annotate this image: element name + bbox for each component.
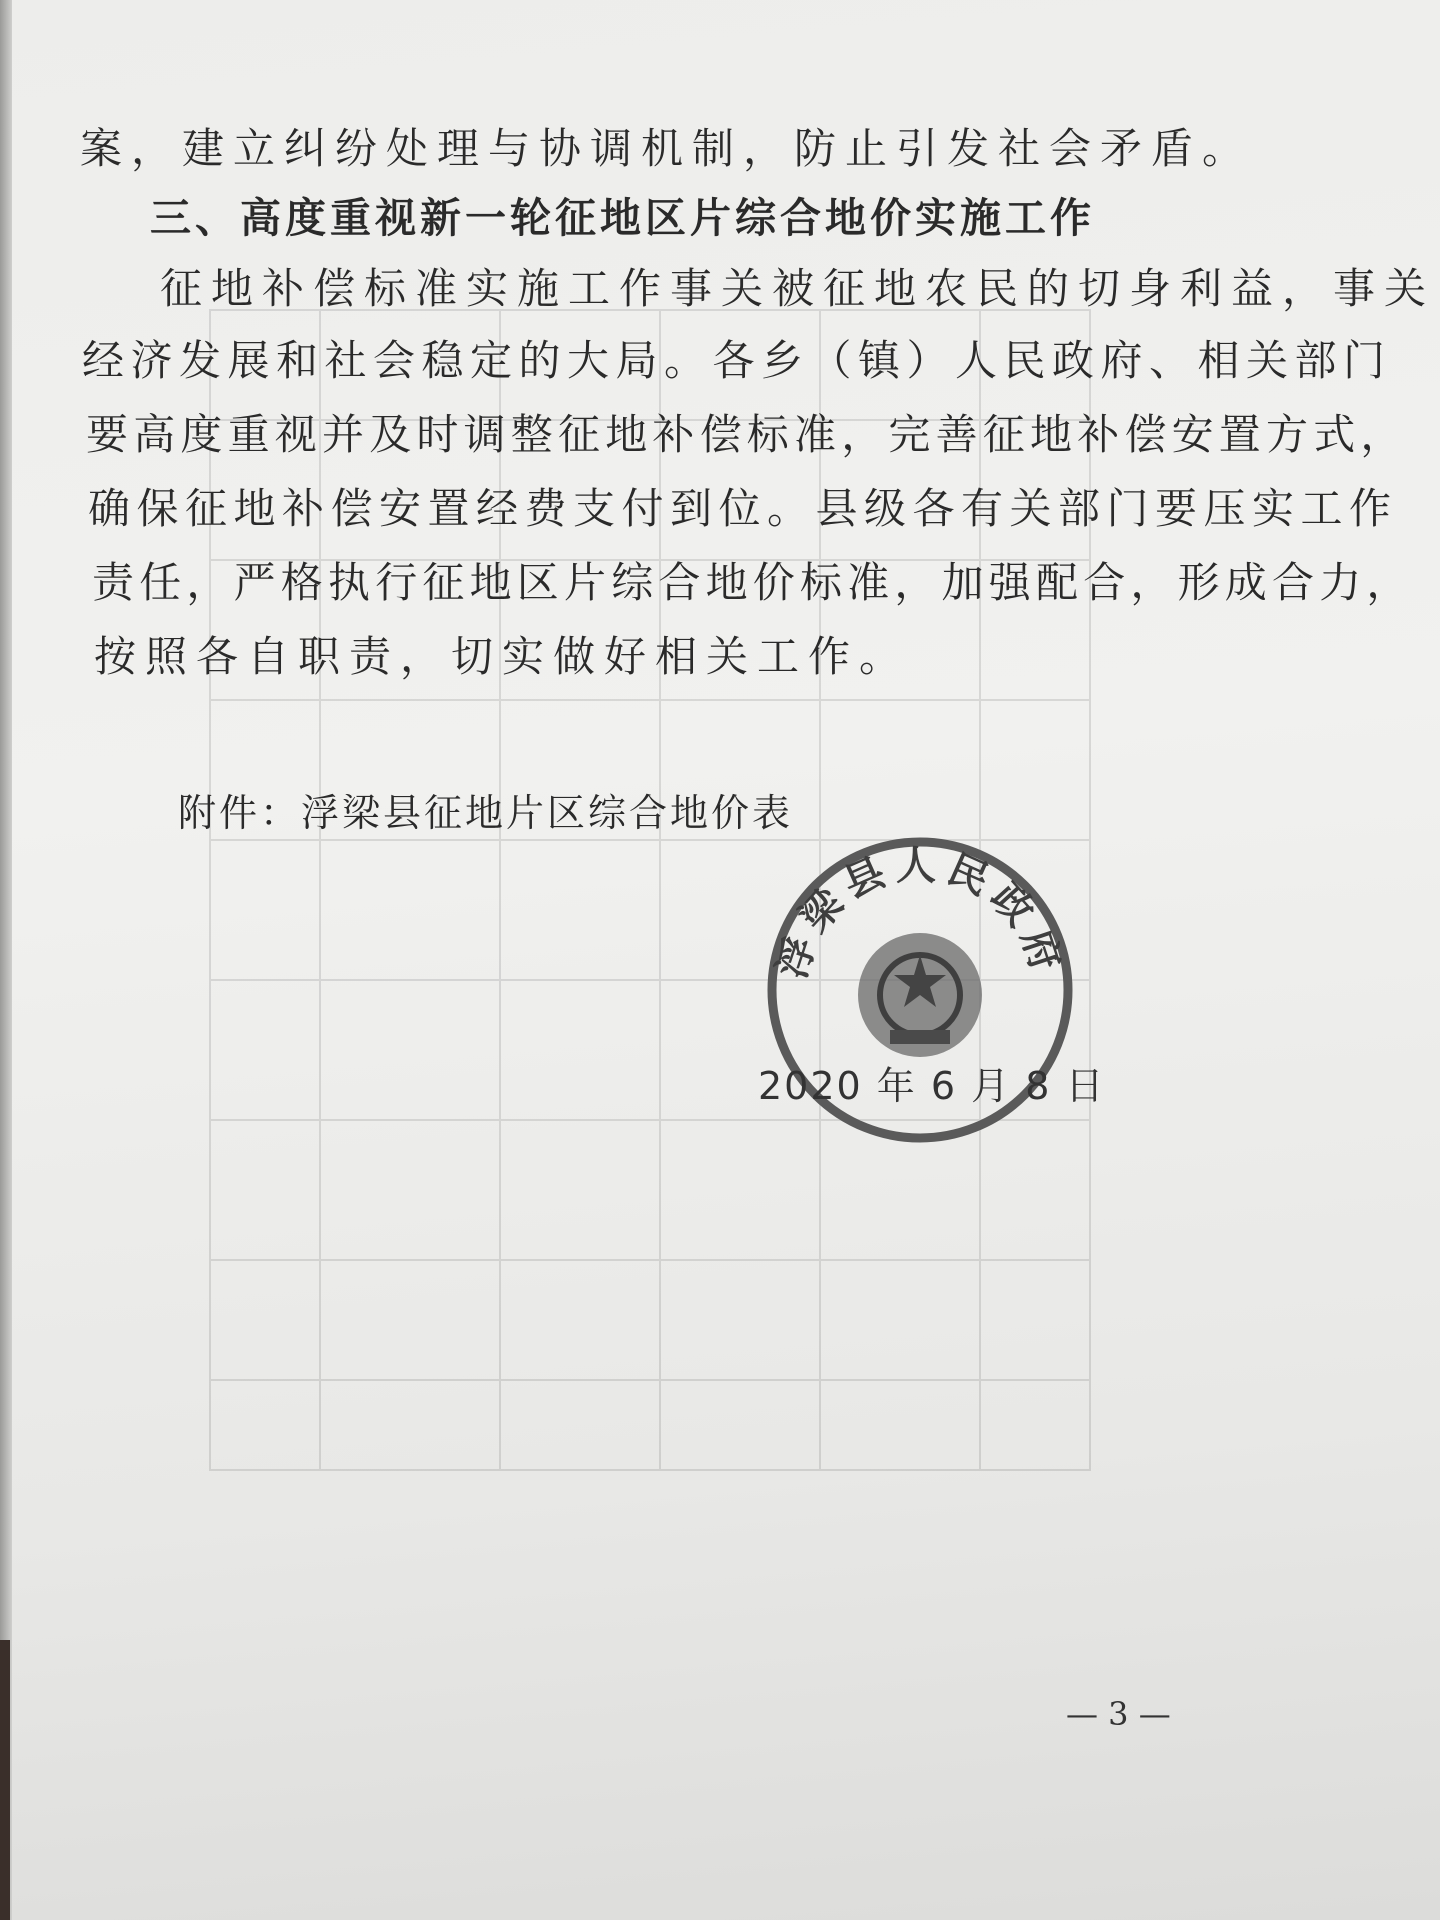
page-edge-shadow [0,0,12,1920]
attachment-note: 附件：浮梁县征地片区综合地价表 [178,791,794,835]
page-number: — 3 — [1066,1695,1171,1733]
seal-text: 浮梁县人民政府 [769,842,1071,984]
background-edge [0,1640,10,1920]
body-line-1: 案，建立纠纷处理与协调机制，防止引发社会矛盾。 [80,124,1254,173]
body-line-4: 要高度重视并及时调整征地补偿标准，完善征地补偿安置方式， [86,410,1408,459]
body-line-5: 确保征地补偿安置经费支付到位。县级各有关部门要压实工作 [88,484,1398,533]
body-line-3: 经济发展和社会稳定的大局。各乡（镇）人民政府、相关部门 [82,336,1392,385]
issue-date: 2020 年 6 月 8 日 [758,1064,1106,1108]
body-line-2: 征地补偿标准实施工作事关被征地农民的切身利益，事关 [160,264,1436,313]
body-line-6: 责任，严格执行征地区片综合地价标准，加强配合，形成合力， [92,558,1414,607]
body-line-7: 按照各自职责，切实做好相关工作。 [94,632,911,681]
section-heading: 三、高度重视新一轮征地区片综合地价实施工作 [150,194,1095,242]
